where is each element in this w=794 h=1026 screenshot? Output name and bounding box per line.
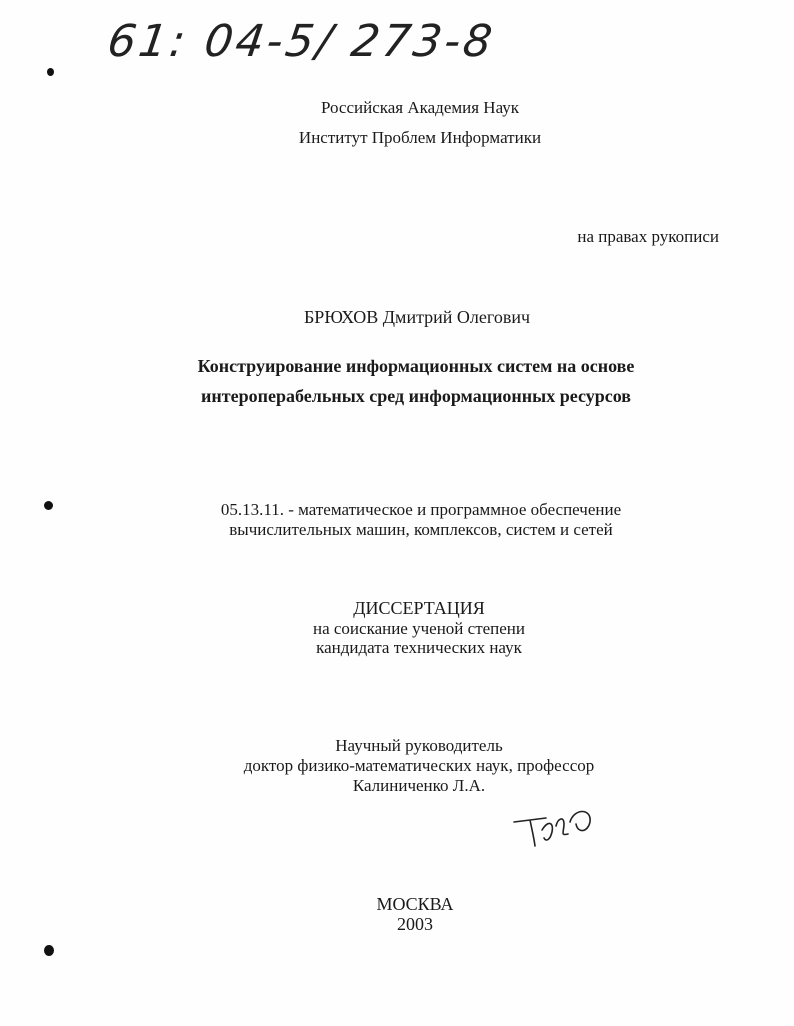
specialty-line-1: 05.13.11. - математическое и программное обеспечение [220,500,622,519]
supervisor-credentials: доктор физико-математических наук, профессор [243,756,595,775]
degree-line-2: кандидата технических наук [316,638,522,657]
margin-dot-top [47,68,54,76]
specialty-line-2: вычислительных машин, комплексов, систем и сетей [229,520,613,539]
institute-name: Институт Проблем Информатики [298,128,542,147]
author-name: БРЮХОВ Дмитрий Олегович [303,307,531,327]
publication-place: МОСКВА [376,894,454,914]
margin-dot-bottom [44,945,54,956]
academy-name: Российская Академия Наук [320,98,520,117]
handwritten-archive-number: 61: 04-5/ 273-8 [104,16,498,67]
supervisor-name: Калиниченко Л.А. [352,776,486,795]
dissertation-title-line-2: интероперабельных сред информационных ресурсов [201,386,631,406]
signature-scribble [508,800,598,850]
rights-note: на правах рукописи [577,227,719,246]
supervisor-label: Научный руководитель [335,736,503,755]
degree-type: ДИССЕРТАЦИЯ [353,598,485,618]
degree-line-1: на соискание ученой степени [312,619,526,638]
publication-year: 2003 [397,914,433,934]
dissertation-title-line-1: Конструирование информационных систем на основе [197,356,635,376]
